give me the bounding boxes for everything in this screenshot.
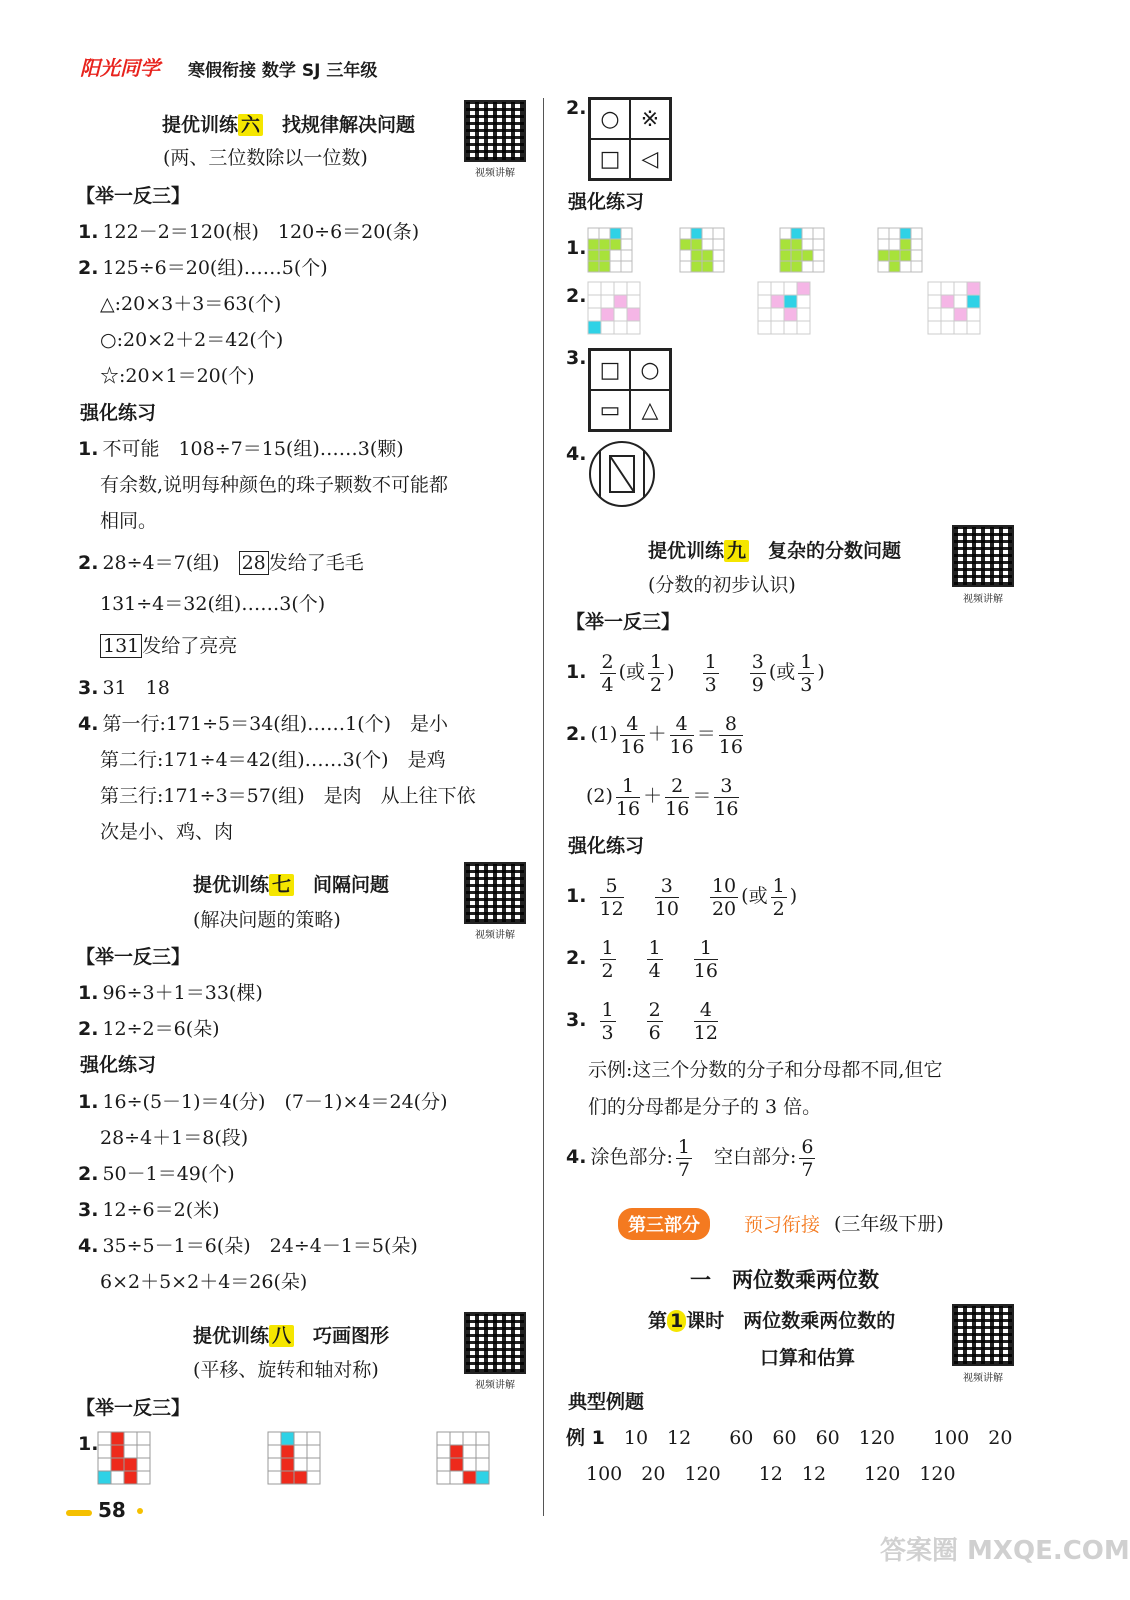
example-line: 例 1 10 12 60 60 60 120 100 20 [566,1427,1013,1449]
fraction-line: 4. 涂色部分: $\frac{1}{7}$ 空白部分: $\frac{6}{7}$ [566,1135,814,1181]
heading-jyfs: 【举一反三】 [76,185,191,207]
grid-figure-pink-2 [758,282,810,334]
fraction-line: 2. $\frac{1}{2}$ $\frac{1}{4}$ $\frac{1}{16}$ [566,936,718,982]
triangle-icon: △ [630,390,670,430]
answer-line: 1. [78,1433,99,1455]
square-icon: □ [590,139,630,179]
fraction-line: 1. $\frac{2}{4}$ (或 $\frac{1}{2}$ ) $\frac{1}{3}$ $\frac{3}{9}$ (或 $\frac{1}{3}$ ) [566,650,825,696]
qr-code[interactable] [464,100,526,162]
lesson-title: 第 1 课时 两位数乘两位数的 [648,1310,896,1332]
rectangle-icon: ▭ [590,390,630,430]
watermark: 答案圈 MXQE.COM [880,1536,1130,1566]
grid-figure-pink-3 [928,282,980,334]
typical-heading: 典型例题 [568,1391,645,1413]
qr-caption: 视频讲解 [963,594,1003,605]
qr-caption: 视频讲解 [963,1373,1003,1384]
grid-figure-red-3 [437,1432,489,1484]
answer-line: 2. 28÷4＝7(组) 28 发给了毛毛 [78,552,364,574]
lesson-title-2: 口算和估算 [760,1347,856,1369]
qr-caption: 视频讲解 [475,168,515,179]
answer-line: ☆:20×1＝20(个) [100,365,255,387]
fraction-line: 2. (1) $\frac{4}{16}$ ＋ $\frac{4}{16}$ ＝ $\frac{8}{16}$ [566,712,743,758]
page-number-bar [66,1510,92,1516]
answer-line: 相同。 [100,510,158,532]
qr-code[interactable] [952,525,1014,587]
qr-code[interactable] [464,1312,526,1374]
answer-line: 示例:这三个分数的分子和分母都不同,但它 [588,1059,943,1081]
section-subtitle-9: (分数的初步认识) [648,574,796,596]
section-title-8: 提优训练 八 巧画图形 [193,1325,390,1347]
qr-caption: 视频讲解 [475,930,515,941]
grid-figure-red-1 [98,1432,150,1484]
qr-caption: 视频讲解 [475,1380,515,1391]
page-dot [137,1508,143,1514]
grid-figure-green-2 [680,228,724,272]
answer-line: 131÷4＝32(组)……3(个) [100,593,326,615]
section-title-7: 提优训练 七 间隔问题 [193,874,390,896]
fraction-line: 1. $\frac{5}{12}$ $\frac{3}{10}$ $\frac{10}{20}$ (或 $\frac{1}{2}$ ) [566,874,798,920]
fraction-line: (2) $\frac{1}{16}$ ＋ $\frac{2}{16}$ ＝ $\frac{3}{16}$ [586,774,739,820]
section-subtitle-8: (平移、旋转和轴对称) [193,1359,379,1381]
heading-qhlx: 强化练习 [80,402,157,424]
grid-figure-green-1 [588,228,632,272]
answer-num: 2. [566,285,587,307]
qr-code[interactable] [952,1304,1014,1366]
answer-line: 第三行:171÷3＝57(组) 是肉 从上往下依 [100,785,476,807]
header-title: 寒假衔接 数学 SJ 三年级 [188,61,378,81]
section-subtitle-7: (解决问题的策略) [193,909,341,931]
answer-line: 6×2＋5×2＋4＝26(朵) [100,1271,308,1293]
section-title-6: 提优训练 六 找规律解决问题 [162,114,416,136]
page-number: 58 [98,1498,126,1522]
answer-line: 1. 96÷3＋1＝33(棵) [78,982,263,1004]
circle-icon: ○ [630,350,670,390]
triangle-left-icon: ◁ [630,139,670,179]
answer-num: 2. [566,97,587,119]
example-line: 100 20 120 12 12 120 120 [586,1463,956,1485]
column-divider [543,98,544,1516]
grid-figure-green-4 [878,228,922,272]
answer-line: 28÷4＋1＝8(段) [100,1127,249,1149]
answer-line: 1. 122－2＝120(根) 120÷6＝20(条) [78,221,420,243]
answer-line: 3. 12÷6＝2(米) [78,1199,220,1221]
answer-line: 2. 12÷2＝6(朵) [78,1018,220,1040]
heading-jyfs: 【举一反三】 [76,946,191,968]
part-label: 预习衔接 [744,1214,821,1236]
shape-grid-2 [588,97,672,181]
heading-jyfs: 【举一反三】 [76,1397,191,1419]
answer-line: △:20×3＋3＝63(个) [100,293,282,315]
heading-qhlx: 强化练习 [568,191,645,213]
answer-num: 1. [566,237,587,259]
part-badge: 第三部分 [618,1208,710,1240]
grid-figure-pink-1 [588,282,640,334]
answer-line: 1. 不可能 108÷7＝15(组)……3(颗) [78,438,404,460]
section-subtitle-6: (两、三位数除以一位数) [163,147,368,169]
section-title-9: 提优训练 九 复杂的分数问题 [648,540,902,562]
part-paren: (三年级下册) [834,1213,944,1235]
answer-line: 4. 35÷5－1＝6(朵) 24÷4－1＝5(朵) [78,1235,418,1257]
answer-line: 有余数,说明每种颜色的珠子颗数不可能都 [100,474,449,496]
answer-line: 4. 第一行:171÷5＝34(组)……1(个) 是小 [78,713,449,735]
answer-line: ○:20×2＋2＝42(个) [100,329,284,351]
logo: 阳光同学 [80,56,160,80]
fraction-line: 3. $\frac{1}{3}$ $\frac{2}{6}$ $\frac{4}{12}$ [566,998,718,1044]
circle-n-figure [588,440,656,508]
circle-icon: ○ [590,99,630,139]
heading-jyfs: 【举一反三】 [566,611,681,633]
grid-figure-red-2 [268,1432,320,1484]
answer-line: 2. 50－1＝49(个) [78,1163,235,1185]
answer-line: 131 发给了亮亮 [100,634,237,658]
asterisk-icon: ※ [630,99,670,139]
qr-code[interactable] [464,862,526,924]
unit-title: 一 两位数乘两位数 [690,1268,879,1292]
heading-qhlx: 强化练习 [80,1054,157,1076]
answer-line: 1. 16÷(5－1)＝4(分) (7－1)×4＝24(分) [78,1091,448,1113]
answer-line: 2. 125÷6＝20(组)……5(个) [78,257,328,279]
grid-figure-green-3 [780,228,824,272]
answer-num: 4. [566,443,587,465]
answer-line: 们的分母都是分子的 3 倍。 [588,1096,822,1118]
answer-line: 3. 31 18 [78,677,170,699]
square-icon: □ [590,350,630,390]
answer-num: 3. [566,347,587,369]
answer-line: 次是小、鸡、肉 [100,821,234,843]
heading-qhlx: 强化练习 [568,835,645,857]
answer-line: 第二行:171÷4＝42(组)……3(个) 是鸡 [100,749,446,771]
shape-grid-3 [588,348,672,432]
